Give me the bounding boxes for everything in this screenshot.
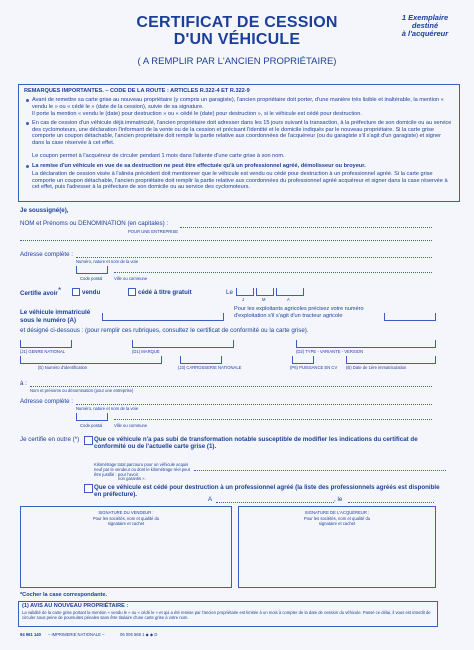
ville-sub: Ville ou commune	[114, 276, 148, 281]
remarks-p2: En cas de cession d'un véhicule déjà immatriculé, l'ancien propriétaire doit adresser dans les 15 jours suivant la transaction, à la préfecture de son domicile ou au service des cyclomoteurs, une déclaration l'informant de la vente ou de la cession et précisant l'identité et le domicile indiqués par le nouveau propriétaire. Si la carte grise comporte un coupon détachable, l'ancien propriétaire doit remplir la partie relative aux coordonnées de l'acquéreur (ou du garagiste s'il s'agit d'un garagiste) et signer dans la case réservée à cet effet.	[32, 120, 452, 146]
date-year-field[interactable]	[276, 288, 304, 296]
copy-note	[388, 14, 462, 38]
date-day-field[interactable]	[236, 288, 254, 296]
immat-label-2: sous le numéro (A)	[20, 317, 77, 324]
avis-box	[18, 601, 438, 627]
nom-field[interactable]	[180, 227, 432, 228]
puissance-sub: (P6) PUISSANCE EN CV	[290, 365, 338, 370]
code-postal2-field[interactable]	[76, 413, 108, 421]
genre-field[interactable]	[20, 340, 72, 348]
bullet-icon	[26, 165, 29, 168]
km-note-2: non garantis ».	[118, 476, 146, 481]
type-field[interactable]	[296, 340, 436, 348]
bullet-icon	[26, 122, 29, 125]
acquereur-name-field[interactable]	[30, 386, 432, 387]
page-title: CERTIFICAT DE CESSION	[136, 14, 338, 31]
page-subtitle: ( A REMPLIR PAR L'ANCIEN PROPRIÉTAIRE)	[137, 56, 337, 67]
footer-code: 06 005 568 1 ◆ ◆ D	[120, 632, 158, 637]
signature-acquereur-box[interactable]	[238, 506, 436, 588]
cp-sub: Code postal	[80, 276, 103, 281]
immat-label: Le véhicule immatriculé	[20, 309, 91, 316]
adresse-sub: Numéro, nature et nom de la voie	[76, 259, 139, 264]
date1-sub: (B) Date de 1ère immatriculation	[346, 365, 407, 370]
fait-a-label: A	[208, 496, 213, 503]
sig-acquereur-title: SIGNATURE DE L'ACQUÉREUR :	[304, 510, 370, 515]
remarks-p3: La remise d'un véhicule en vue de sa destruction ne peut être effectuée qu'à un professionnel agréé, démolisseur ou broyeur.	[32, 163, 366, 169]
adresse-label: Adresse complète :	[20, 251, 73, 258]
remarks-p1b: Il porte la mention « vendu le (date) pour destruction » ou « cédé le (date) pour destruction », si le véhicule est cédé pour destruction.	[32, 111, 362, 117]
copy-note-line3: à l'acquéreur	[401, 29, 449, 38]
date-month-field[interactable]	[256, 288, 274, 296]
ville-field[interactable]	[114, 272, 432, 273]
fait-le-field[interactable]	[348, 502, 434, 503]
avis-text: La validité de la carte grise portant la mention « vendu le » ou « cédé le » et qui a été remise par l'ancien propriétaire est limitée à un mois à compter de la date de cession du véhicule. Passé ce délai, il vous est interdit de circuler sous peine de poursuites pénales sans être titulaire d'une carte grise à votre nom.	[22, 610, 431, 620]
adresse2-label: Adresse complète :	[20, 398, 73, 405]
date1-field[interactable]	[346, 356, 436, 364]
certifie-outre-label: Je certifie en outre (*)	[20, 436, 80, 443]
opt2-checkbox[interactable]	[84, 484, 93, 493]
opt2-text: Que ce véhicule est cédé pour destruction à un professionnel agréé (la liste des professionnels agréés est disponible en préfecture).	[94, 484, 440, 498]
km-field[interactable]	[194, 470, 446, 471]
genre-sub: (J1) GENRE NATIONAL	[20, 349, 66, 354]
km-note: Kilométrage total parcouru pour un véhicule acquis neuf par le vendeur ou dont le kilométrage réel peut être justifié : pour l'avoir	[94, 462, 190, 477]
marque-sub: (D1) MARQUE	[132, 349, 160, 354]
adresse-field[interactable]	[76, 257, 432, 258]
certifie-label: Certifie avoir	[20, 290, 58, 297]
ville2-sub: Ville ou commune	[114, 423, 148, 428]
footer-ref: 94 961 140	[20, 632, 41, 637]
sig-acquereur-sub: Pour les sociétés, nom et qualité du signataire et cachet	[303, 516, 371, 526]
date-le-label: Le	[226, 289, 233, 296]
nom-field-line2[interactable]	[20, 240, 432, 241]
remarks-heading: REMARQUES IMPORTANTES. – CODE DE LA ROUTE : ARTICLES R.322-4 ET R.322-9	[24, 88, 250, 94]
adresse2-sub: Numéro, nature et nom de la voie	[76, 406, 139, 411]
a-label: à :	[20, 380, 27, 387]
fait-a-field[interactable]	[216, 502, 334, 503]
cede-checkbox[interactable]	[128, 288, 136, 296]
footer-printer: – IMPRIMERIE NATIONALE –	[48, 632, 105, 637]
type-sub: (D2) TYPE - VARIANTE - VERSION	[296, 349, 364, 354]
carrosserie-field[interactable]	[180, 356, 222, 364]
cp2-sub: Code postal	[80, 423, 103, 428]
nom-label: NOM et Prénoms ou DENOMINATION (en capitales) :	[20, 220, 169, 227]
remarks-p1: Avant de remettre sa carte grise au nouveau propriétaire (y compris un garagiste), l'ancien propriétaire doit porter, d'une manière très lisible et inaltérable, la mention « vendu le » ou « cédé le » (date de la cession), suivie de sa signature.	[32, 97, 444, 110]
soussigne-label: Je soussigné(e),	[20, 207, 69, 214]
agri-note: Pour les exploitants agricoles précisez votre numéro d'exploitation s'il s'agit d'un tracteur agricole	[234, 306, 364, 319]
copy-note-line2: destiné	[411, 21, 439, 30]
date-j: J	[242, 297, 245, 302]
cocher-note: *Cocher la case correspondante.	[20, 592, 108, 598]
carrosserie-sub: (J3) CARROSSERIE NATIONALE	[178, 365, 242, 370]
ident-field[interactable]	[20, 356, 162, 364]
ident-sub: (E) Numéro d'identification	[38, 365, 88, 370]
avis-title: (1) AVIS AU NOUVEAU PROPRIÉTAIRE :	[22, 603, 129, 609]
vendu-checkbox[interactable]	[72, 288, 80, 296]
marque-field[interactable]	[132, 340, 234, 348]
agri-number-field[interactable]	[384, 313, 436, 321]
adresse2-field[interactable]	[76, 404, 432, 405]
cede-label: cédé à titre gratuit	[138, 289, 192, 296]
date-m: M	[262, 297, 266, 302]
page-title-line2: D'UN VÉHICULE	[173, 31, 301, 48]
copy-note-line1: 1 Exemplaire	[401, 13, 449, 22]
designe-label: et désigné ci-dessous : (pour remplir ces rubriques, consultez le certificat de conformité ou la carte grise).	[20, 327, 309, 334]
opt1-checkbox[interactable]	[84, 436, 93, 445]
code-postal-field[interactable]	[76, 266, 108, 274]
sig-vendeur-title: SIGNATURE DU VENDEUR :	[98, 510, 154, 515]
remarks-p2b: Le coupon permet à l'acquéreur de circuler pendant 1 mois dans l'attente d'une carte grise à son nom.	[32, 153, 285, 159]
ville2-field[interactable]	[114, 419, 432, 420]
remarks-p3b: La déclaration de cession visée à l'alinéa précédent doit mentionner que le véhicule est vendu ou cédé pour destruction à un professionnel agréé. Si la carte grise comporte un coupon détachable, l'ancien propriétaire doit remplir la partie relative aux coordonnées du professionnel agréé acquéreur et signer dans la case réservée à cet effet, puis l'adresser à la préfecture de son domicile ou au service des cyclomoteurs.	[32, 171, 448, 191]
remarks-box	[18, 84, 460, 202]
nom-sub: POUR UNE ENTREPRISE	[128, 229, 179, 234]
opt1-text: Que ce véhicule n'a pas subi de transformation notable susceptible de modifier les indications du certificat de conformité ou de l'actuelle carte grise (1).	[94, 436, 418, 450]
puissance-field[interactable]	[292, 356, 314, 364]
a-sub: Nom et prénoms ou dénomination (pour une entreprise)	[30, 388, 134, 393]
vendu-label: vendu	[82, 289, 101, 296]
immat-number-field[interactable]	[102, 313, 224, 321]
star-mark: *	[58, 286, 62, 295]
signature-vendeur-box[interactable]	[20, 506, 232, 588]
sig-vendeur-sub: Pour les sociétés, nom et qualité du signataire et cachet	[92, 516, 160, 526]
bullet-icon	[26, 99, 29, 102]
fait-le-label: , le	[334, 496, 343, 503]
date-a: A	[287, 297, 290, 302]
